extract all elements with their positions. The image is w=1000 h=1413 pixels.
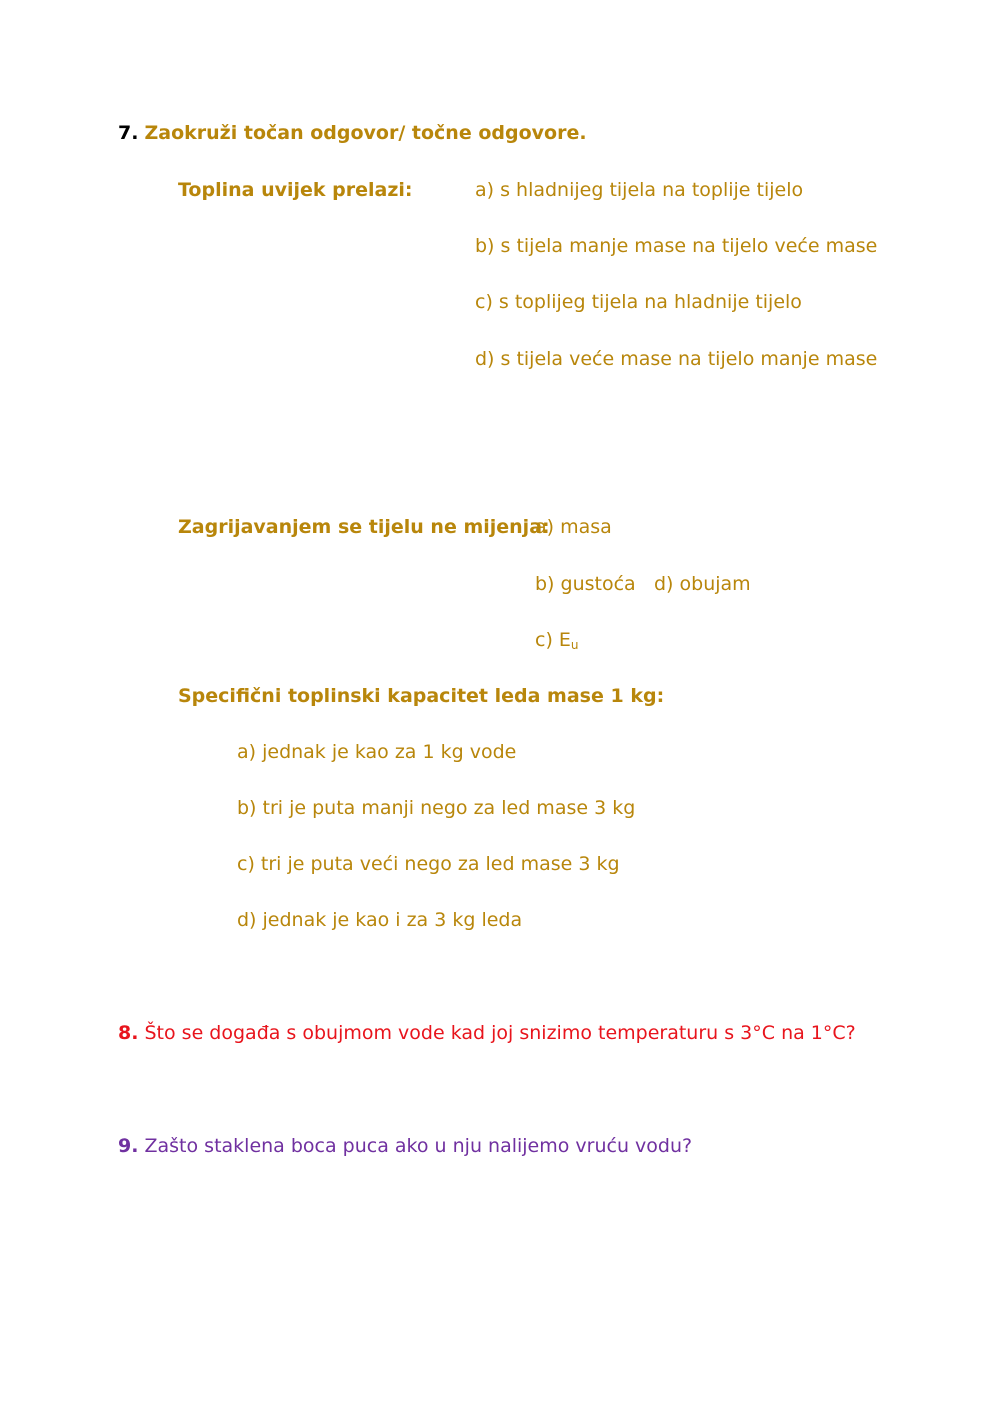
q7-part3-option-a[interactable]: a) jednak je kao za 1 kg vode — [237, 741, 517, 763]
question-8-text: Što se događa s obujmom vode kad joj snizimo temperaturu s 3°C na 1°C? — [144, 1022, 856, 1044]
q7-part1-stem: Toplina uvijek prelazi: — [178, 179, 413, 201]
q7-part2-option-c[interactable] — [535, 628, 579, 657]
question-7-instruction: Zaokruži točan odgovor/ točne odgovore. — [144, 122, 587, 144]
question-9-text: Zašto staklena boca puca ako u nju nalijemo vruću vodu? — [144, 1135, 693, 1157]
q7-part2-option-c-subscript: u — [570, 638, 579, 652]
q7-part2-option-b[interactable]: b) gustoća — [535, 573, 636, 595]
q7-part3-option-c[interactable]: c) tri je puta veći nego za led mase 3 kg — [237, 853, 620, 875]
q7-part3-stem: Specifični toplinski kapacitet leda mase 1 kg: — [178, 685, 665, 707]
q7-part2-option-a[interactable]: a) masa — [535, 516, 612, 538]
q7-part3-option-b[interactable]: b) tri je puta manji nego za led mase 3 kg — [237, 797, 636, 819]
question-8 — [118, 1021, 856, 1045]
question-9-number: 9. — [118, 1135, 139, 1157]
q7-part1-option-b[interactable]: b) s tijela manje mase na tijelo veće mase — [475, 235, 878, 257]
q7-part3-option-d[interactable]: d) jednak je kao i za 3 kg leda — [237, 909, 523, 931]
q7-part2-stem: Zagrijavanjem se tijelu ne mijenja: — [178, 516, 550, 538]
q7-part1-option-c[interactable]: c) s toplijeg tijela na hladnije tijelo — [475, 291, 802, 313]
question-8-number: 8. — [118, 1022, 139, 1044]
q7-part2-option-c-text: c) E — [535, 629, 571, 651]
question-9 — [118, 1134, 692, 1158]
question-7-heading — [118, 121, 587, 145]
q7-part1-option-d[interactable]: d) s tijela veće mase na tijelo manje mase — [475, 348, 878, 370]
question-7-number: 7. — [118, 122, 139, 144]
q7-part1-option-a[interactable]: a) s hladnijeg tijela na toplije tijelo — [475, 179, 804, 201]
q7-part2-option-d[interactable]: d) obujam — [654, 573, 751, 595]
